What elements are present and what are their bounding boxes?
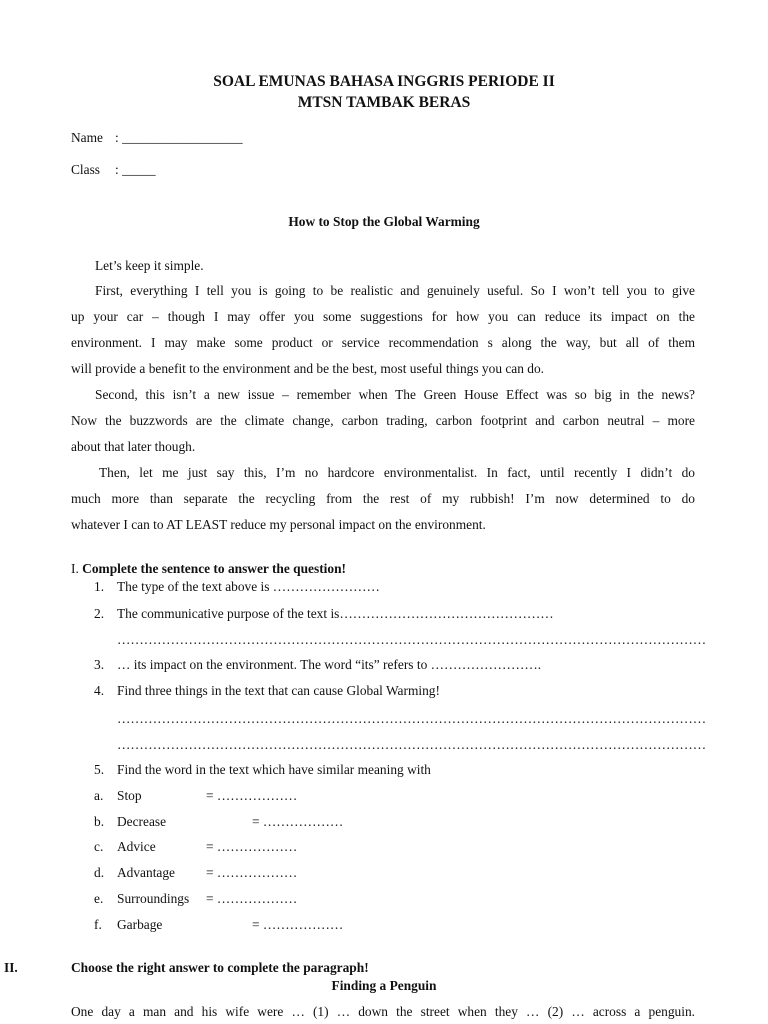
- question-4: Find three things in the text that can cause Global Warming!: [117, 683, 440, 698]
- q5-item-blank: = ………………: [206, 865, 298, 880]
- paragraph-line: up your car – though I may offer you some suggestions for how you can reduce its impact on the: [71, 309, 695, 324]
- q5-item-letter: f.: [94, 917, 102, 932]
- paragraph-line: environment. I may make some product or service recommendation s along the way, but all of them: [71, 335, 695, 350]
- paragraph-line: whatever I can to AT LEAST reduce my personal impact on the environment.: [71, 517, 486, 532]
- page-title-line-1: SOAL EMUNAS BAHASA INGGRIS PERIODE II: [213, 73, 555, 90]
- section-2-instruction: Choose the right answer to complete the paragraph!: [71, 960, 369, 975]
- section-2-prefix: II.: [4, 960, 18, 975]
- question-4-answer-line: ……………………………………………………………………………………………………………………: [117, 737, 707, 752]
- section-1-prefix: I.: [71, 561, 79, 576]
- q5-item-blank: = ………………: [206, 839, 298, 854]
- section-1-instruction: Complete the sentence to answer the question!: [82, 561, 346, 576]
- question-2: The communicative purpose of the text is…………………………………………: [117, 606, 554, 621]
- q5-item-word: Advantage: [117, 865, 176, 880]
- reading-intro: Let’s keep it simple.: [95, 258, 204, 273]
- story-title: Finding a Penguin: [331, 978, 437, 993]
- q5-item-blank: = ………………: [206, 788, 298, 803]
- q5-item-blank: = ………………: [206, 891, 298, 906]
- class-blank[interactable]: : _____: [115, 162, 156, 177]
- q5-item-letter: c.: [94, 839, 104, 854]
- name-blank[interactable]: : __________________: [115, 130, 243, 145]
- story-line: One day a man and his wife were … (1) … down the street when they … (2) … across a penguin.: [71, 1004, 695, 1019]
- paragraph-line: will provide a benefit to the environment and be the best, most useful things you can do.: [71, 361, 545, 376]
- q5-item-letter: e.: [94, 891, 104, 906]
- name-label: Name: [71, 130, 103, 145]
- paragraph-line: much more than separate the recycling from the rest of my rubbish! I’m now determined to do: [71, 491, 695, 506]
- q5-item-blank: = ………………: [252, 814, 344, 829]
- question-5-number: 5.: [94, 762, 105, 777]
- question-5: Find the word in the text which have similar meaning with: [117, 762, 431, 777]
- q5-item-word: Decrease: [117, 814, 167, 829]
- question-4-number: 4.: [94, 683, 105, 698]
- question-3-number: 3.: [94, 657, 105, 672]
- q5-item-word: Stop: [117, 788, 142, 803]
- reading-paragraph-3: [71, 460, 695, 538]
- question-4-answer-line: ……………………………………………………………………………………………………………………: [117, 711, 707, 726]
- paragraph-line: Second, this isn’t a new issue – remember when The Green House Effect was so big in the news?: [95, 387, 695, 402]
- paragraph-line: First, everything I tell you is going to be realistic and genuinely useful. So I won’t tell you to give: [95, 283, 695, 298]
- question-1: The type of the text above is ……………………: [117, 579, 380, 594]
- section-1-heading: [71, 561, 346, 577]
- q5-item-letter: b.: [94, 814, 105, 829]
- question-1-number: 1.: [94, 579, 105, 594]
- question-3: … its impact on the environment. The word “its” refers to …………………….: [117, 657, 542, 672]
- page-title-line-2: MTSN TAMBAK BERAS: [297, 94, 471, 111]
- question-2-number: 2.: [94, 606, 105, 621]
- reading-title: How to Stop the Global Warming: [288, 214, 480, 229]
- q5-item-word: Advice: [117, 839, 156, 854]
- q5-item-word: Garbage: [117, 917, 163, 932]
- question-2-answer-line: ……………………………………………………………………………………………………………………: [117, 632, 707, 647]
- q5-item-letter: d.: [94, 865, 105, 880]
- q5-item-word: Surroundings: [117, 891, 190, 906]
- class-label: Class: [71, 162, 101, 177]
- q5-item-blank: = ………………: [252, 917, 344, 932]
- story-paragraph: [71, 1004, 695, 1020]
- reading-paragraph-1: [71, 278, 695, 382]
- q5-item-letter: a.: [94, 788, 104, 803]
- paragraph-line: Now the buzzwords are the climate change, carbon trading, carbon footprint and carbon neutral – more: [71, 413, 695, 428]
- paragraph-line: Then, let me just say this, I’m no hardcore environmentalist. In fact, until recently I didn’t do: [99, 465, 695, 480]
- reading-paragraph-2: [71, 382, 695, 460]
- paragraph-line: about that later though.: [71, 439, 196, 454]
